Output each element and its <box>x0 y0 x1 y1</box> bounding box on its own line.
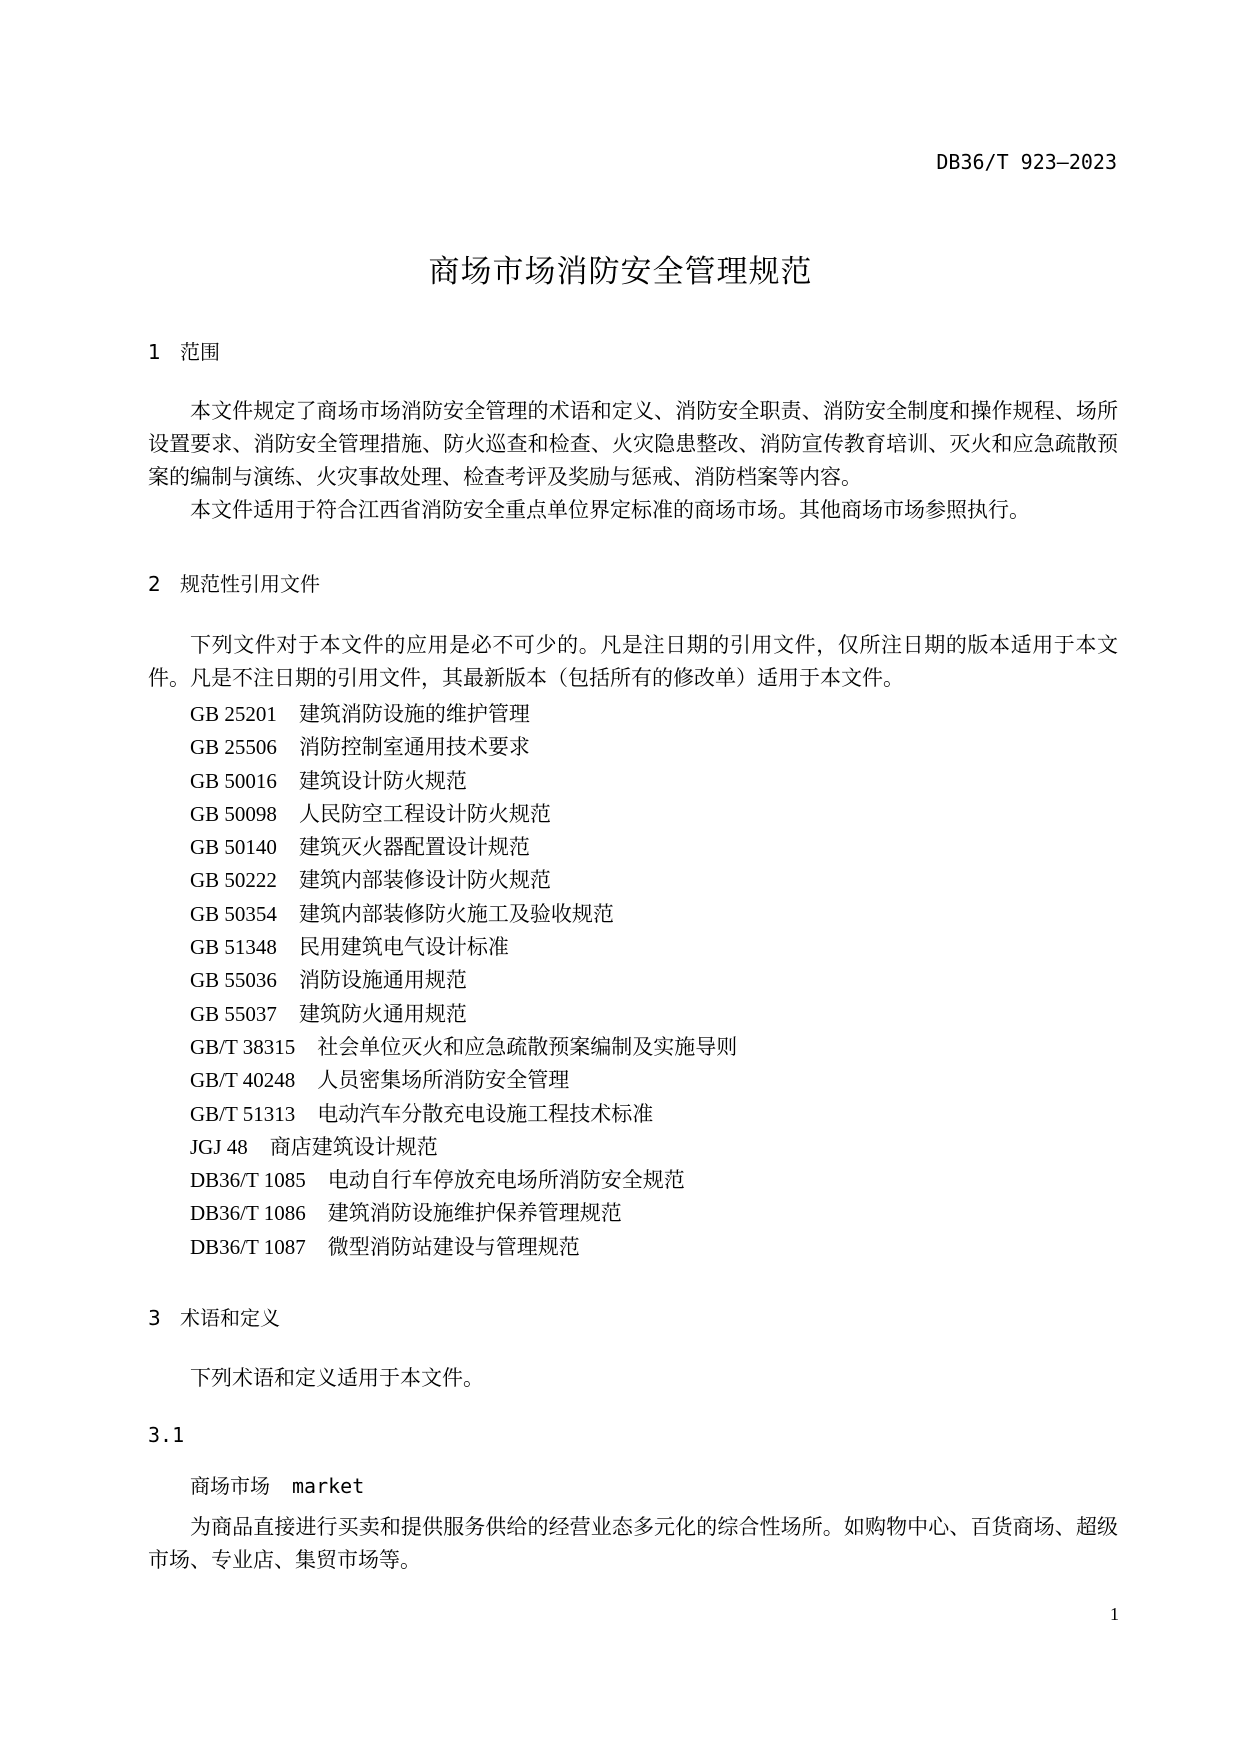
term-chinese: 商场市场 <box>190 1474 270 1498</box>
section-number: 3 <box>148 1306 161 1330</box>
reference-list <box>190 698 737 1264</box>
reference-title: 微型消防站建设与管理规范 <box>327 1234 580 1259</box>
reference-code: DB36/T 1086 <box>190 1201 306 1226</box>
reference-code: GB 55037 <box>190 1001 277 1026</box>
reference-title: 人员密集场所消防安全管理 <box>317 1068 570 1093</box>
document-title: 商场市场消防安全管理规范 <box>428 254 813 290</box>
reference-title: 建筑内部装修防火施工及验收规范 <box>298 901 614 926</box>
page-number: 1 <box>1110 1604 1119 1624</box>
reference-title: 电动汽车分散充电设施工程技术标准 <box>317 1101 654 1126</box>
reference-item <box>190 998 737 1031</box>
reference-item <box>190 1064 737 1097</box>
reference-item <box>190 831 737 864</box>
section-number: 2 <box>148 572 161 596</box>
reference-item <box>190 698 737 731</box>
reference-code: GB 25201 <box>190 702 277 726</box>
term-heading <box>190 1470 364 1499</box>
reference-title: 商店建筑设计规范 <box>269 1134 438 1159</box>
reference-item <box>190 1098 737 1131</box>
paragraph-scope-content: 本文件规定了商场市场消防安全管理的术语和定义、消防安全职责、消防安全制度和操作规程、场所设置要求、消防安全管理措施、防火巡查和检查、火灾隐患整改、消防宣传教育培训、灭火和应急疏散预案的编制与演练、火灾事故处理、检查考评及奖励与惩戒、消防档案等内容。 <box>148 399 1118 489</box>
reference-code: GB/T 38315 <box>190 1034 296 1059</box>
reference-item <box>190 798 737 831</box>
reference-code: JGJ 48 <box>190 1134 248 1159</box>
reference-title: 电动自行车停放充电场所消防安全规范 <box>327 1168 685 1193</box>
reference-item <box>190 1164 737 1197</box>
paragraph-terms-intro: 下列术语和定义适用于本文件。 <box>190 1366 484 1390</box>
document-code: DB36/T 923—2023 <box>936 150 1117 174</box>
reference-item <box>190 765 737 798</box>
reference-code: GB 50354 <box>190 901 277 926</box>
reference-title: 建筑防火通用规范 <box>298 1001 467 1026</box>
reference-title: 建筑消防设施的维护管理 <box>298 702 530 726</box>
paragraph-scope-applicability: 本文件适用于符合江西省消防安全重点单位界定标准的商场市场。其他商场市场参照执行。 <box>190 498 1030 522</box>
reference-code: GB/T 40248 <box>190 1068 296 1093</box>
reference-code: DB36/T 1087 <box>190 1234 306 1259</box>
reference-item <box>190 864 737 897</box>
section-heading-normative-references <box>148 568 320 597</box>
reference-code: GB 50222 <box>190 868 277 893</box>
reference-title: 民用建筑电气设计标准 <box>298 935 509 960</box>
reference-title: 人民防空工程设计防火规范 <box>298 801 551 826</box>
reference-item <box>190 1197 737 1230</box>
term-english: market <box>292 1474 365 1498</box>
reference-item <box>190 1031 737 1064</box>
reference-code: GB 50140 <box>190 835 277 860</box>
reference-item <box>190 1131 737 1164</box>
section-heading-terms-definitions <box>148 1302 280 1331</box>
reference-code: GB/T 51313 <box>190 1101 296 1126</box>
reference-title: 建筑消防设施维护保养管理规范 <box>327 1201 622 1226</box>
reference-code: GB 50016 <box>190 768 277 793</box>
paragraph-references-intro: 下列文件对于本文件的应用是必不可少的。凡是注日期的引用文件，仅所注日期的版本适用于本文件。凡是不注日期的引用文件，其最新版本（包括所有的修改单）适用于本文件。 <box>148 633 1118 690</box>
reference-code: GB 50098 <box>190 801 277 826</box>
reference-title: 建筑灭火器配置设计规范 <box>298 835 530 860</box>
reference-title: 消防设施通用规范 <box>298 968 467 993</box>
reference-item <box>190 964 737 997</box>
reference-code: GB 55036 <box>190 968 277 993</box>
section-title: 范围 <box>180 340 220 364</box>
section-heading-scope <box>148 336 220 365</box>
section-title: 规范性引用文件 <box>180 572 320 596</box>
term-number: 3.1 <box>148 1423 185 1447</box>
reference-title: 社会单位灭火和应急疏散预案编制及实施导则 <box>317 1034 738 1059</box>
reference-code: GB 51348 <box>190 935 277 960</box>
reference-item <box>190 731 737 764</box>
reference-title: 建筑设计防火规范 <box>298 768 467 793</box>
section-number: 1 <box>148 340 161 364</box>
section-title: 术语和定义 <box>180 1306 280 1330</box>
reference-code: GB 25506 <box>190 735 277 760</box>
reference-title: 建筑内部装修设计防火规范 <box>298 868 551 893</box>
reference-title: 消防控制室通用技术要求 <box>298 735 530 760</box>
reference-item <box>190 931 737 964</box>
reference-item <box>190 898 737 931</box>
reference-code: DB36/T 1085 <box>190 1168 306 1193</box>
reference-item <box>190 1231 737 1264</box>
term-definition: 为商品直接进行买卖和提供服务供给的经营业态多元化的综合性场所。如购物中心、百货商场、超级市场、专业店、集贸市场等。 <box>148 1515 1118 1572</box>
